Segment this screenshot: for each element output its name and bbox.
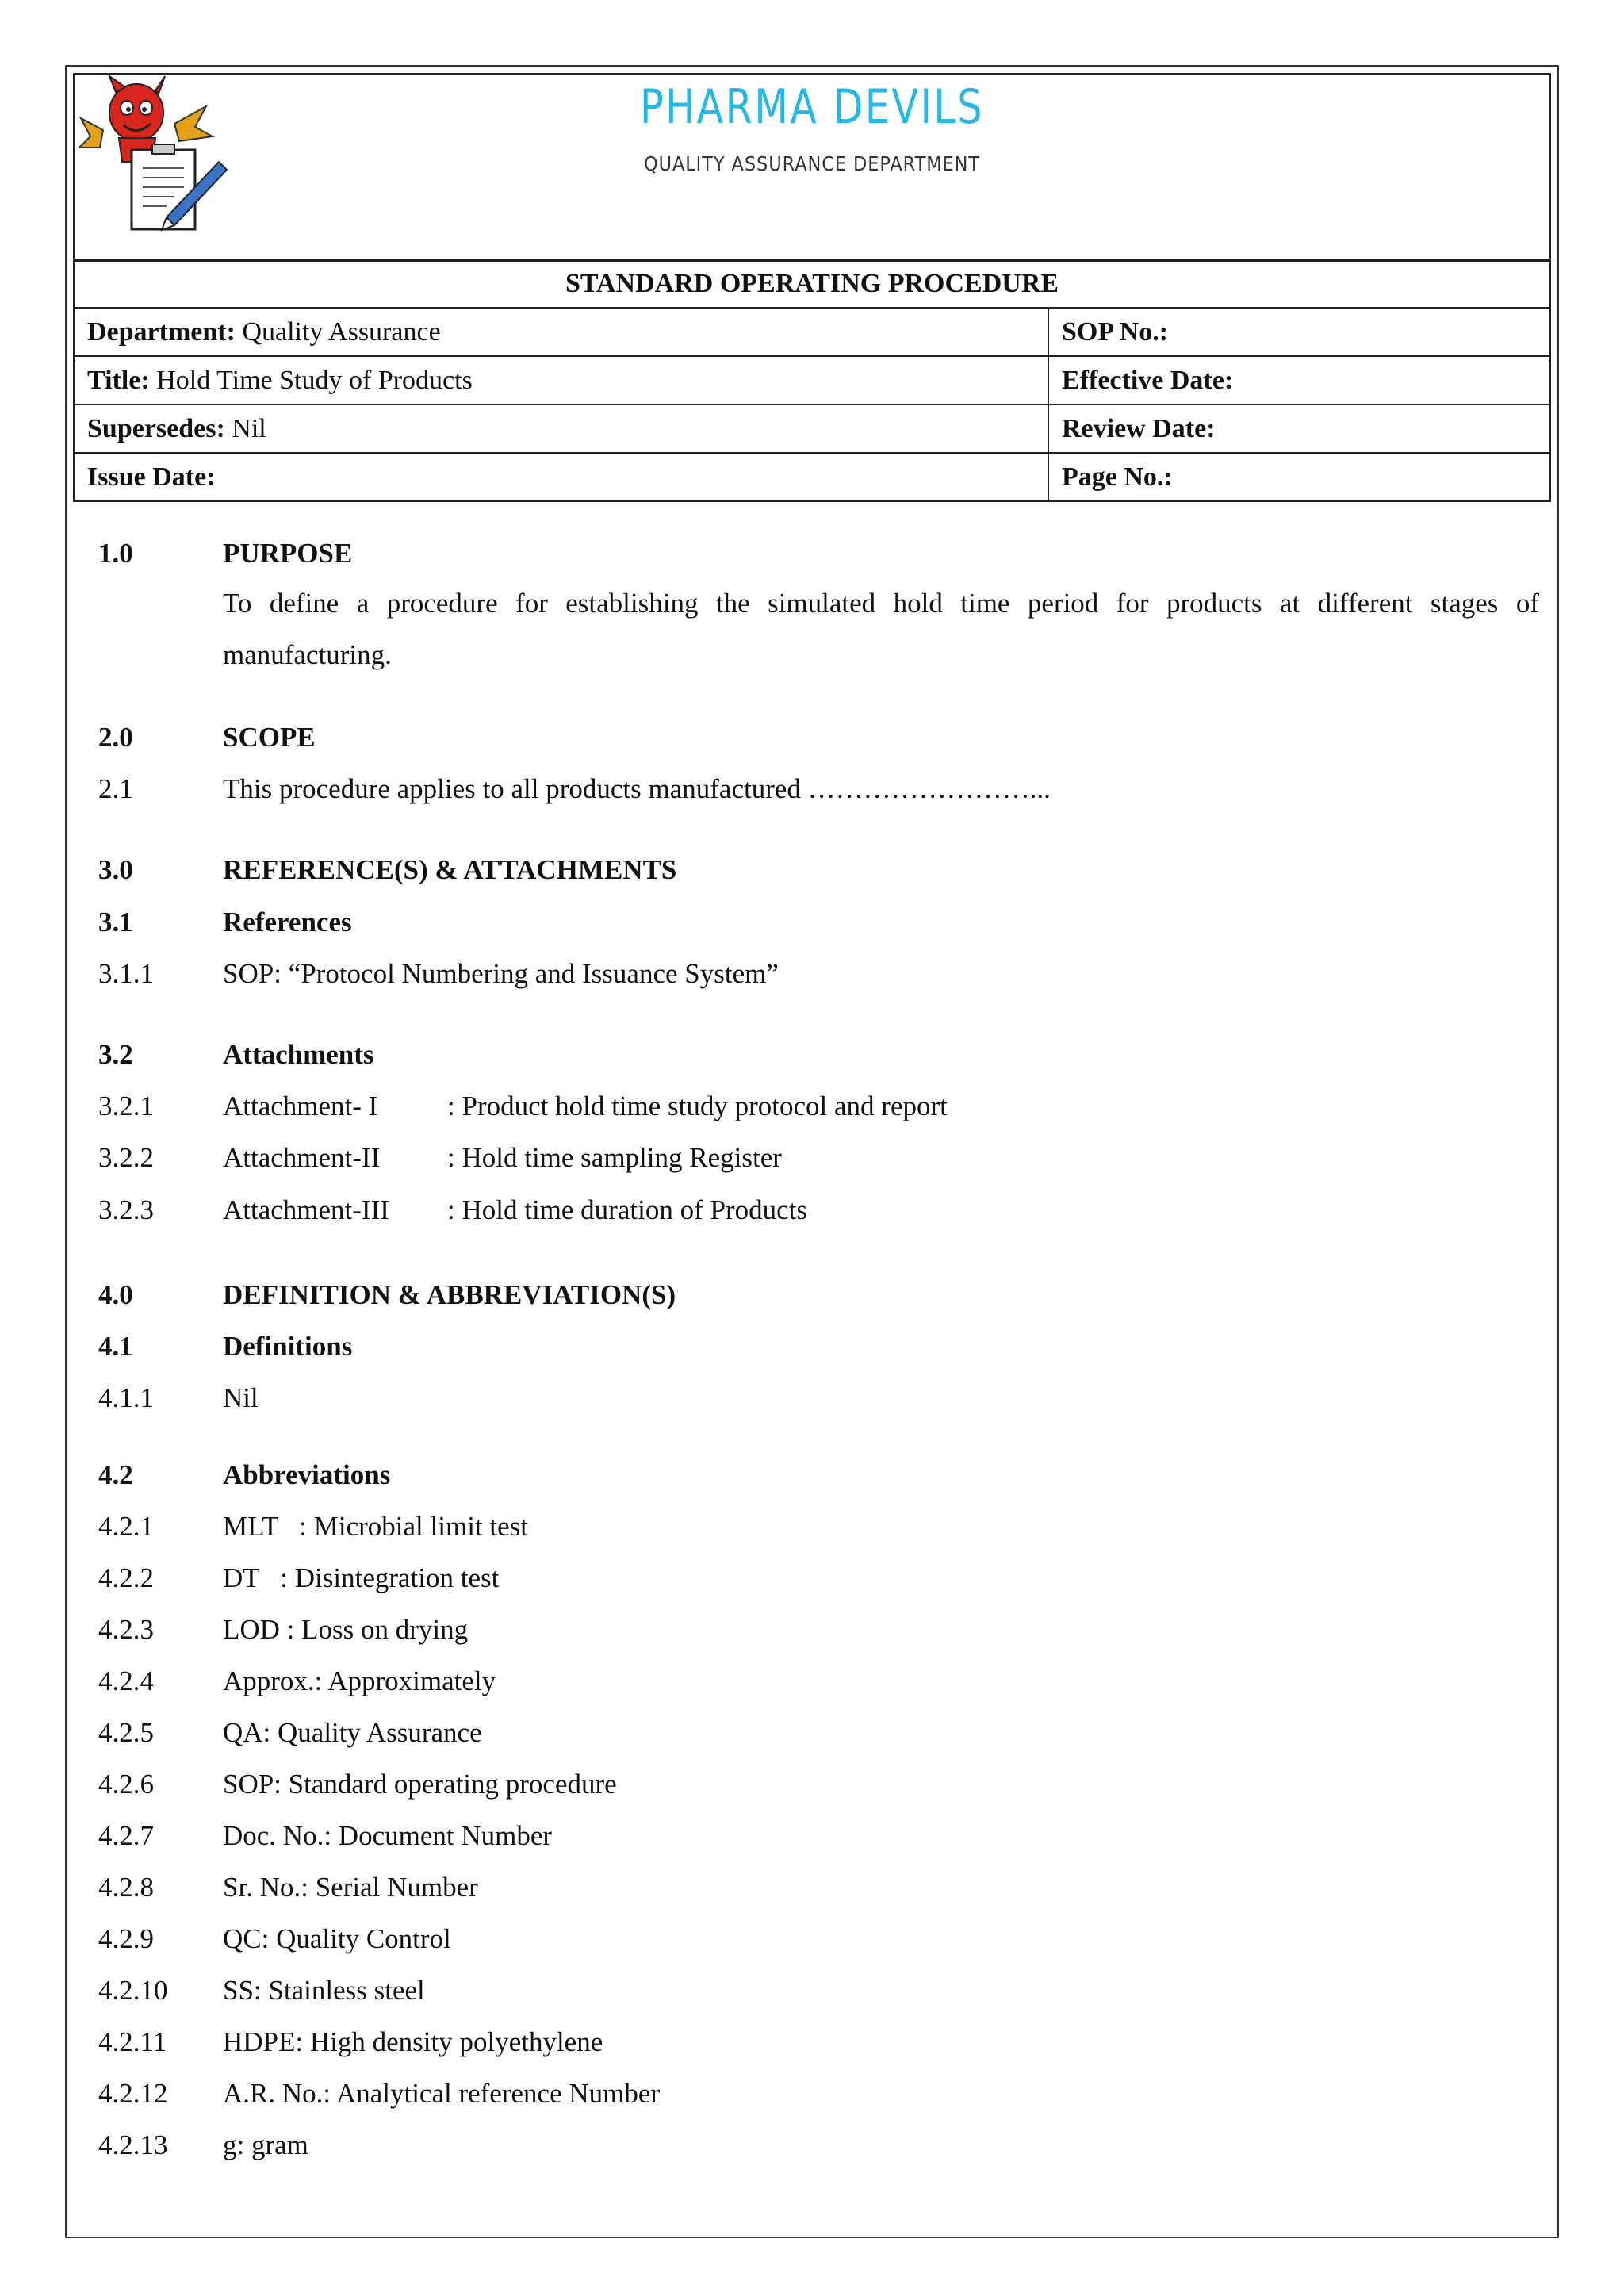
item-text: MLT : Microbial limit test bbox=[223, 1511, 528, 1542]
effective-date-cell bbox=[1048, 356, 1550, 404]
page-no-label: Page No.: bbox=[1062, 462, 1173, 492]
sop-no-label: SOP No.: bbox=[1062, 316, 1169, 347]
section-title: PURPOSE bbox=[223, 538, 353, 569]
subsection-title: References bbox=[223, 907, 352, 937]
sop-no-cell bbox=[1048, 308, 1550, 356]
department-label: Department: bbox=[87, 316, 236, 347]
item-num: 4.2.3 bbox=[98, 1614, 154, 1645]
supersedes-label: Supersedes: bbox=[87, 413, 225, 443]
item-text: A.R. No.: Analytical reference Number bbox=[223, 2078, 661, 2109]
item-text: SOP: “Protocol Numbering and Issuance System” bbox=[223, 958, 779, 989]
item-num: 4.2.12 bbox=[98, 2078, 168, 2109]
attachment-name: Attachment- I bbox=[223, 1091, 378, 1121]
item-text: DT : Disintegration test bbox=[223, 1562, 500, 1593]
item-text: SOP: Standard operating procedure bbox=[223, 1769, 617, 1800]
attachment-name: Attachment-III bbox=[223, 1194, 389, 1225]
brand-subtitle: QUALITY ASSURANCE DEPARTMENT bbox=[643, 152, 981, 175]
item-text: Doc. No.: Document Number bbox=[223, 1820, 553, 1851]
item-text: g: gram bbox=[223, 2129, 308, 2160]
review-date-label: Review Date: bbox=[1062, 413, 1216, 443]
section-title: REFERENCE(S) & ATTACHMENTS bbox=[223, 854, 677, 885]
supersedes-value: Nil bbox=[232, 413, 266, 443]
item-num: 3.2.2 bbox=[98, 1142, 154, 1173]
item-text: Approx.: Approximately bbox=[223, 1665, 496, 1696]
page-no-cell bbox=[1048, 453, 1550, 501]
subsection-num: 3.2 bbox=[98, 1039, 133, 1070]
item-num: 4.2.5 bbox=[98, 1717, 154, 1748]
item-text: Sr. No.: Serial Number bbox=[223, 1872, 478, 1903]
item-num: 4.2.6 bbox=[98, 1769, 154, 1800]
purpose-text: To define a procedure for establishing the simulated hold time period for products at different stages of manufacturing. bbox=[223, 588, 1539, 670]
item-num: 4.2.8 bbox=[98, 1872, 154, 1903]
subsection-title: Definitions bbox=[223, 1331, 353, 1362]
attachment-name: Attachment-II bbox=[223, 1142, 381, 1173]
section-title: SCOPE bbox=[223, 722, 316, 753]
item-text: SS: Stainless steel bbox=[223, 1975, 425, 2006]
attachment-desc: : Product hold time study protocol and report bbox=[447, 1091, 948, 1121]
attachment-desc: : Hold time duration of Products bbox=[447, 1194, 807, 1225]
subsection-num: 3.1 bbox=[98, 907, 133, 937]
title-value: Hold Time Study of Products bbox=[156, 365, 473, 395]
issue-date-cell bbox=[74, 453, 1048, 501]
item-num: 3.2.3 bbox=[98, 1194, 154, 1225]
department-value: Quality Assurance bbox=[242, 316, 441, 347]
item-num: 4.2.10 bbox=[98, 1975, 168, 2006]
item-num: 4.2.7 bbox=[98, 1820, 154, 1851]
item-text: This procedure applies to all products manufactured ……………………... bbox=[223, 773, 1051, 804]
item-num: 3.1.1 bbox=[98, 958, 154, 989]
issue-date-label: Issue Date: bbox=[87, 462, 216, 492]
item-num: 4.2.2 bbox=[98, 1562, 154, 1593]
subsection-num: 4.2 bbox=[98, 1459, 133, 1490]
item-text: QC: Quality Control bbox=[223, 1923, 451, 1954]
item-text: QA: Quality Assurance bbox=[223, 1717, 482, 1748]
item-num: 3.2.1 bbox=[98, 1091, 154, 1121]
item-num: 4.1.1 bbox=[98, 1382, 154, 1413]
item-num: 4.2.4 bbox=[98, 1665, 154, 1696]
review-date-cell bbox=[1048, 404, 1550, 453]
doc-type: STANDARD OPERATING PROCEDURE bbox=[74, 259, 1550, 308]
sop-meta-table bbox=[73, 259, 1551, 502]
brand-title: PHARMA DEVILS bbox=[639, 79, 985, 135]
item-num: 4.2.11 bbox=[98, 2026, 167, 2057]
item-num: 4.2.9 bbox=[98, 1923, 154, 1954]
section-num: 4.0 bbox=[98, 1279, 133, 1310]
item-text: LOD : Loss on drying bbox=[223, 1614, 469, 1645]
subsection-num: 4.1 bbox=[98, 1331, 133, 1362]
attachment-desc: : Hold time sampling Register bbox=[447, 1142, 782, 1173]
item-text: Nil bbox=[223, 1382, 259, 1413]
subsection-title: Abbreviations bbox=[223, 1459, 391, 1490]
subsection-title: Attachments bbox=[223, 1039, 374, 1070]
item-num: 2.1 bbox=[98, 773, 133, 804]
department-cell bbox=[74, 308, 1048, 356]
item-num: 4.2.1 bbox=[98, 1511, 154, 1542]
supersedes-cell bbox=[74, 404, 1048, 453]
section-title: DEFINITION & ABBREVIATION(S) bbox=[223, 1279, 676, 1310]
title-cell bbox=[74, 356, 1048, 404]
title-label: Title: bbox=[87, 365, 150, 395]
section-num: 2.0 bbox=[98, 722, 133, 753]
effective-date-label: Effective Date: bbox=[1062, 365, 1234, 395]
section-num: 3.0 bbox=[98, 854, 133, 885]
item-text: HDPE: High density polyethylene bbox=[223, 2026, 603, 2057]
section-num: 1.0 bbox=[98, 538, 133, 569]
item-num: 4.2.13 bbox=[98, 2129, 168, 2160]
